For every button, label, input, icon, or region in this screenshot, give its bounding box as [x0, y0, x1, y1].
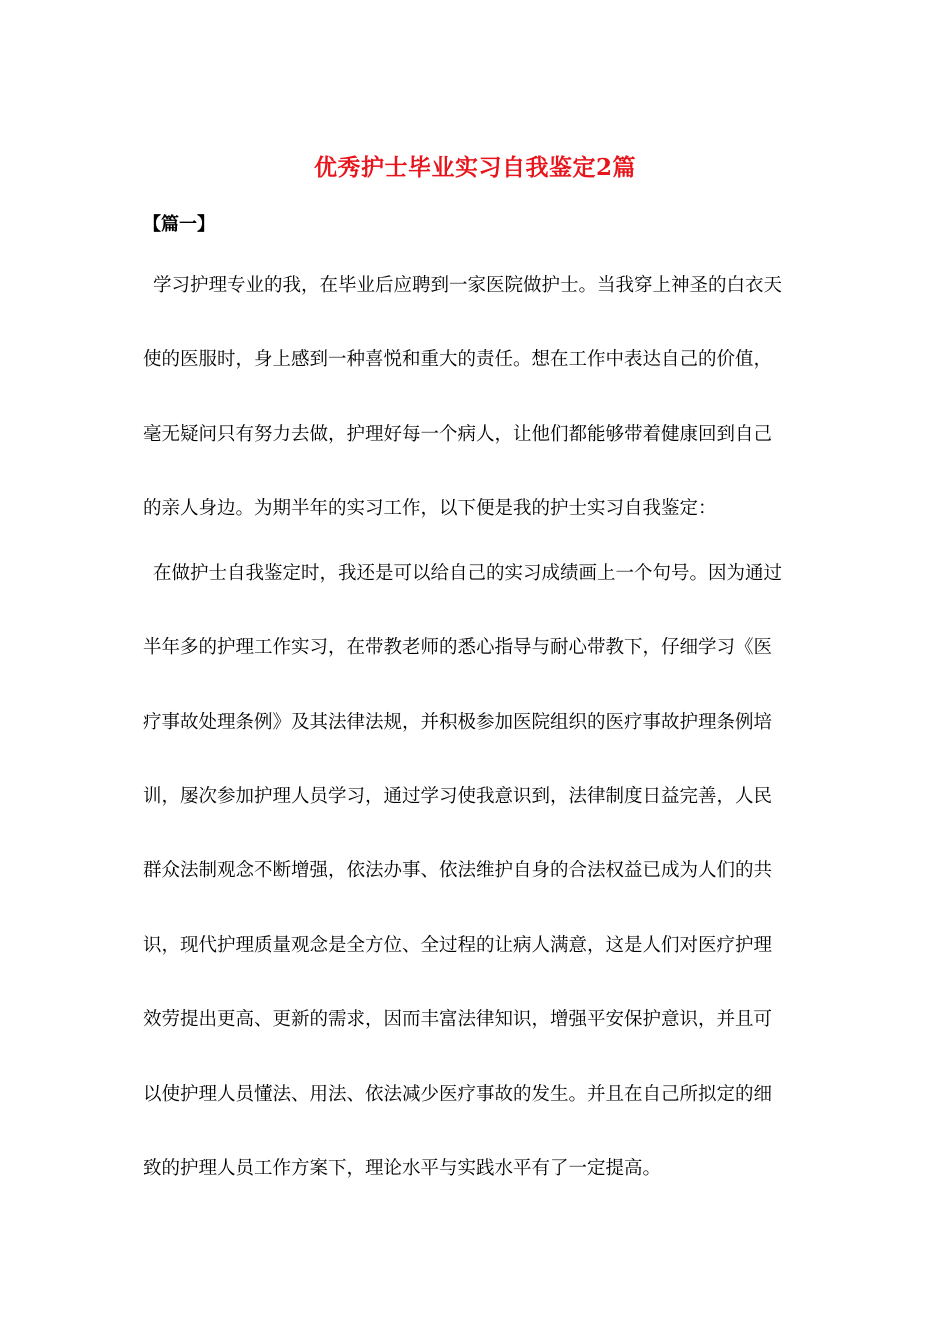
- paragraph-line: 毫无疑问只有努力去做，护理好每一个病人，让他们都能够带着健康回到自己: [143, 424, 773, 445]
- paragraph-line: 以使护理人员懂法、用法、依法减少医疗事故的发生。并且在自己所拟定的细: [143, 1084, 773, 1105]
- paragraph-line: 群众法制观念不断增强，依法办事、依法维护自身的合法权益已成为人们的共: [143, 860, 773, 881]
- paragraph-line: 的亲人身边。为期半年的实习工作，以下便是我的护士实习自我鉴定：: [143, 498, 717, 519]
- paragraph-line: 使的医服时，身上感到一种喜悦和重大的责任。想在工作中表达自己的价值，: [143, 349, 773, 370]
- paragraph-line: 疗事故处理条例》及其法律法规，并积极参加医院组织的医疗事故护理条例培: [143, 712, 773, 733]
- paragraph-line: 效劳提出更高、更新的需求，因而丰富法律知识，增强平安保护意识，并且可: [143, 1009, 773, 1030]
- paragraph-line: 半年多的护理工作实习，在带教老师的悉心指导与耐心带教下，仔细学习《医: [143, 637, 773, 658]
- document-title: 优秀护士毕业实习自我鉴定2篇: [313, 154, 636, 181]
- paragraph-line: 训，屡次参加护理人员学习，通过学习使我意识到，法律制度日益完善，人民: [143, 786, 773, 807]
- section-label: 【篇一】: [143, 214, 215, 235]
- paragraph-line: 学习护理专业的我，在毕业后应聘到一家医院做护士。当我穿上神圣的白衣天: [153, 275, 783, 296]
- paragraph-line: 在做护士自我鉴定时，我还是可以给自己的实习成绩画上一个句号。因为通过: [153, 563, 783, 584]
- paragraph-line: 识，现代护理质量观念是全方位、全过程的让病人满意，这是人们对医疗护理: [143, 935, 773, 956]
- paragraph-line: 致的护理人员工作方案下，理论水平与实践水平有了一定提高。: [143, 1158, 662, 1179]
